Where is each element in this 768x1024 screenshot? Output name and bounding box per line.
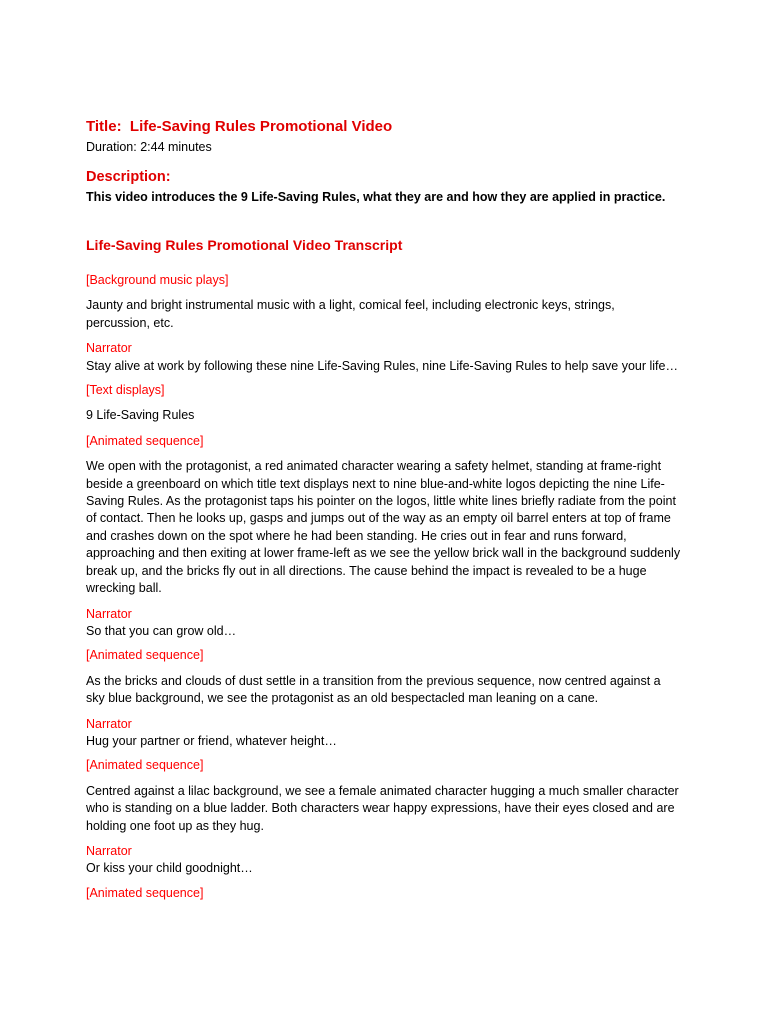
description-text: This video introduces the 9 Life-Saving Rules, what they are and how they are applied in practice. <box>86 190 666 204</box>
title-text: Life-Saving Rules Promotional Video <box>129 118 393 135</box>
description-heading: Description: <box>86 169 171 185</box>
stage-cue: [Animated sequence] <box>86 885 204 900</box>
stage-cue: [Animated sequence] <box>86 648 204 663</box>
stage-cue: [Text displays] <box>86 383 165 398</box>
spoken-line: Or kiss your child goodnight… <box>86 861 253 876</box>
stage-cue: [Animated sequence] <box>86 433 204 448</box>
transcript-paragraph: We open with the protagonist, a red animated character wearing a safety helmet, standing at frame-right beside a greenboard on which title text displays next to nine blue-and-white logos depicting the nine Life-Saving Rules. As the protagonist taps his pointer on the logos, little white lines briefly radiate from the point of contact. Then he looks up, gasps and jumps out of the way as an empty oil barrel enters at top of frame and crashes down on the spot where he had been standing. He cries out in fear and runs forward, approaching and then exiting at lower frame-left as we see the yellow brick wall in the background suddenly break up, and the bricks fly out in all directions. The cause behind the impact is revealed to be a huge wrecking ball. <box>86 459 681 596</box>
transcript-body <box>86 272 682 910</box>
transcript-paragraph: Centred against a lilac background, we see a female animated character hugging a much smaller character who is standing on a blue ladder. Both characters wear happy expressions, have their eyes closed and are holding one foot up as they hug. <box>86 783 679 833</box>
speaker-label: Narrator <box>86 716 132 731</box>
narrator-line <box>86 716 682 751</box>
transcript-paragraph: 9 Life-Saving Rules <box>86 408 195 423</box>
duration-text: Duration: 2:44 minutes <box>86 140 212 154</box>
stage-cue: [Animated sequence] <box>86 758 204 773</box>
transcript-paragraph: As the bricks and clouds of dust settle in a transition from the previous sequence, now centred against a sky blue background, we see the protagonist as an old bespectacled man leaning on a cane. <box>86 673 661 706</box>
narrator-line <box>86 340 682 375</box>
speaker-label: Narrator <box>86 341 132 356</box>
spoken-line: Stay alive at work by following these nine Life-Saving Rules, nine Life-Saving Rules to help save your life… <box>86 358 678 373</box>
spoken-line: Hug your partner or friend, whatever height… <box>86 733 337 748</box>
speaker-label: Narrator <box>86 606 132 621</box>
title-label: Title: <box>86 118 122 135</box>
narrator-line <box>86 843 682 878</box>
transcript-heading: Life-Saving Rules Promotional Video Transcript <box>86 237 403 253</box>
stage-cue: [Background music plays] <box>86 273 229 287</box>
transcript-paragraph: Jaunty and bright instrumental music with a light, comical feel, including electronic keys, strings, percussion, etc. <box>86 298 615 330</box>
narrator-line <box>86 606 682 641</box>
speaker-label: Narrator <box>86 843 132 858</box>
document-title <box>86 118 392 135</box>
spoken-line: So that you can grow old… <box>86 623 237 638</box>
